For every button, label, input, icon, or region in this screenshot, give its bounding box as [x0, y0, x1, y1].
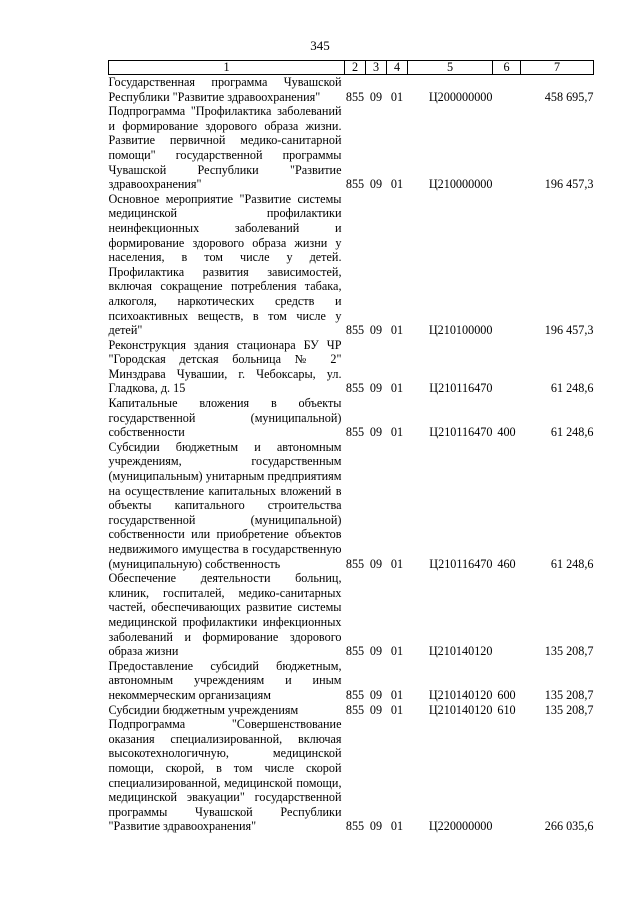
- row-amount: 196 457,3: [544, 177, 594, 192]
- row-admin-code: 855: [345, 323, 365, 338]
- table-row: [109, 703, 594, 718]
- row-expense-type: 610: [497, 702, 516, 717]
- column-header-3: 3: [366, 61, 387, 75]
- table-row: [109, 571, 594, 659]
- row-admin-code: 855: [345, 556, 365, 571]
- row-expense-type: 600: [497, 687, 516, 702]
- column-header-7: 7: [521, 61, 594, 75]
- row-name: Капитальные вложения в объекты государственной (муниципальной) собственности: [108, 396, 342, 440]
- row-expense-type: [493, 104, 521, 192]
- row-amount: 61 248,6: [550, 381, 594, 396]
- row-expense-type: 400: [497, 425, 516, 440]
- row-amount: 458 695,7: [544, 89, 594, 104]
- row-subsection: 01: [390, 644, 404, 659]
- table-row: [109, 192, 594, 338]
- row-target-code: Ц200000000: [428, 89, 493, 104]
- row-target-code: Ц210100000: [428, 323, 493, 338]
- row-subsection: 01: [390, 381, 404, 396]
- column-header-1: 1: [109, 61, 345, 75]
- row-admin-code: 855: [345, 644, 365, 659]
- table-row: [109, 104, 594, 192]
- row-section: 09: [369, 425, 383, 440]
- row-admin-code: 855: [345, 425, 365, 440]
- row-admin-code: 855: [345, 687, 365, 702]
- table-row: [109, 338, 594, 396]
- row-target-code: Ц210140120: [428, 687, 493, 702]
- row-section: 09: [369, 687, 383, 702]
- row-amount: 135 208,7: [544, 644, 594, 659]
- row-subsection: 01: [390, 687, 404, 702]
- column-header-2: 2: [345, 61, 366, 75]
- row-section: 09: [369, 702, 383, 717]
- row-target-code: Ц210000000: [428, 177, 493, 192]
- table-row: [109, 659, 594, 703]
- row-name: Подпрограмма "Совершенствование оказания специализированной, включая высокотехнологичную, медицинской помощи, скорой, в том числе скорой специализированной, медицинской помощи, медицинской эвакуации" государственной программы Чувашской Республики "Развитие здравоохранения": [108, 717, 342, 834]
- row-expense-type: [493, 338, 521, 396]
- row-section: 09: [369, 556, 383, 571]
- row-amount: 135 208,7: [544, 702, 594, 717]
- row-name: Основное мероприятие "Развитие системы медицинской профилактики неинфекционных заболеваний и формирование здорового образа жизни у населения, в том числе у детей. Профилактика развития зависимостей, включая сокращение потребления табака, алкоголя, наркотических средств и психоактивных веществ, в том числе у детей": [108, 191, 342, 338]
- row-target-code: Ц210116470: [429, 381, 493, 396]
- row-admin-code: 855: [345, 381, 365, 396]
- row-target-code: Ц210116470: [429, 425, 493, 440]
- row-name: Субсидии бюджетным и автономным учреждениям, государственным (муниципальным) унитарным предприятиям на осуществление капитальных вложений в объекты капитального строительства государственной (муниципальной) собственности или приобретение объектов недвижимого имущества в государственную (муниципальную) собственность: [108, 439, 342, 571]
- row-amount: 196 457,3: [544, 323, 594, 338]
- row-subsection: 01: [390, 177, 404, 192]
- row-section: 09: [369, 819, 383, 834]
- row-target-code: Ц220000000: [428, 819, 493, 834]
- row-section: 09: [369, 177, 383, 192]
- row-subsection: 01: [390, 819, 404, 834]
- row-expense-type: [493, 571, 521, 659]
- row-admin-code: 855: [345, 702, 365, 717]
- table-row: [109, 717, 594, 834]
- column-header-6: 6: [493, 61, 521, 75]
- row-target-code: Ц210140120: [428, 644, 493, 659]
- row-admin-code: 855: [345, 177, 365, 192]
- row-name: Предоставление субсидий бюджетным, автономным учреждениям и иным некоммерческим организациям: [108, 658, 342, 702]
- page-number: 345: [310, 38, 330, 53]
- row-section: 09: [369, 381, 383, 396]
- row-target-code: Ц210116470: [429, 556, 493, 571]
- row-section: 09: [369, 644, 383, 659]
- row-name: Подпрограмма "Профилактика заболеваний и формирование здорового образа жизни. Развитие первичной медико-санитарной помощи" государственной программы Чувашской Республики "Развитие здравоохранения": [108, 104, 342, 192]
- row-subsection: 01: [390, 556, 404, 571]
- row-subsection: 01: [390, 323, 404, 338]
- row-admin-code: 855: [345, 89, 365, 104]
- row-expense-type: [493, 75, 521, 105]
- table-row: [109, 440, 594, 571]
- row-name: Государственная программа Чувашской Республики "Развитие здравоохранения": [108, 75, 342, 104]
- budget-table: [108, 60, 594, 834]
- row-name: Реконструкция здания стационара БУ ЧР "Городская детская больница № 2" Минздрава Чувашии, г. Чебоксары, ул. Гладкова, д. 15: [108, 337, 342, 396]
- row-amount: 135 208,7: [544, 687, 594, 702]
- row-section: 09: [369, 323, 383, 338]
- table-header-row: [109, 61, 594, 75]
- table-row: [109, 396, 594, 440]
- row-name: Обеспечение деятельности больниц, клиник, госпиталей, медико-санитарных частей, обеспечивающих развитие системы медицинской профилактики инфекционных заболеваний и формирование здорового образа жизни: [108, 571, 342, 659]
- row-amount: 61 248,6: [550, 425, 594, 440]
- row-amount: 266 035,6: [544, 819, 594, 834]
- column-header-4: 4: [387, 61, 408, 75]
- column-header-5: 5: [408, 61, 493, 75]
- row-section: 09: [369, 89, 383, 104]
- row-expense-type: 460: [497, 556, 516, 571]
- row-amount: 61 248,6: [550, 556, 594, 571]
- row-expense-type: [493, 192, 521, 338]
- row-admin-code: 855: [345, 819, 365, 834]
- table-row: [109, 75, 594, 105]
- row-subsection: 01: [390, 702, 404, 717]
- row-target-code: Ц210140120: [428, 702, 493, 717]
- row-subsection: 01: [390, 89, 404, 104]
- row-subsection: 01: [390, 425, 404, 440]
- row-expense-type: [493, 717, 521, 834]
- row-name: Субсидии бюджетным учреждениям: [108, 702, 299, 717]
